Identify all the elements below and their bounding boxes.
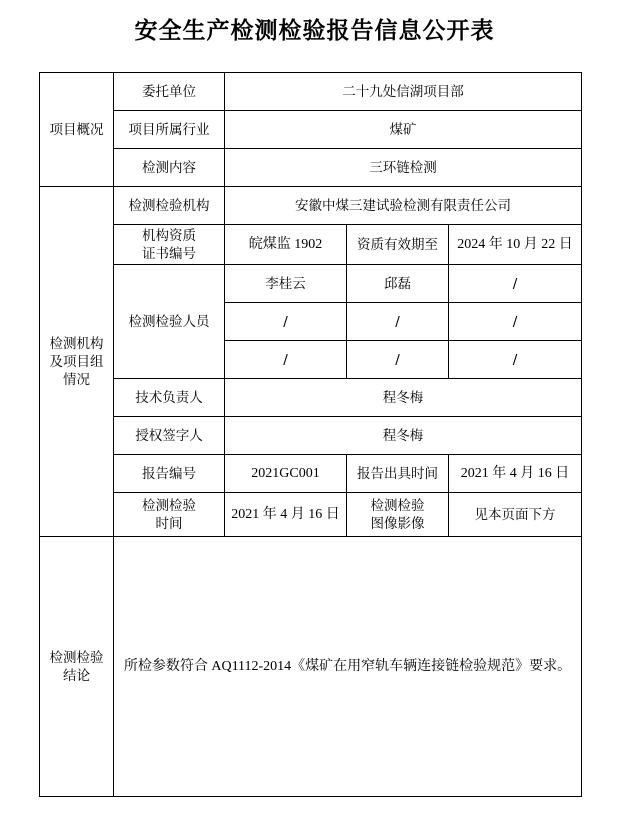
personnel-cell: 邱磊 xyxy=(347,265,449,303)
table-row xyxy=(40,493,582,537)
table-row xyxy=(40,417,582,455)
signer-value: 程冬梅 xyxy=(225,417,582,455)
personnel-cell: / xyxy=(449,265,582,303)
test-time-label xyxy=(114,493,225,537)
industry-label: 项目所属行业 xyxy=(114,111,225,149)
section-institution-line: 情况 xyxy=(63,371,90,388)
info-table xyxy=(39,72,582,797)
table-row xyxy=(40,73,582,111)
table-row xyxy=(40,225,582,265)
image-label-line: 检测检验 xyxy=(370,497,425,514)
issue-time-label: 报告出具时间 xyxy=(347,455,449,493)
personnel-cell: / xyxy=(347,303,449,341)
conclusion-text: 所检参数符合 AQ1112-2014《煤矿在用窄轨车辆连接链检验规范》要求。 xyxy=(114,537,582,797)
issue-time-value: 2021 年 4 月 16 日 xyxy=(449,455,582,493)
content-value: 三环链检测 xyxy=(225,149,582,187)
section-institution-label xyxy=(40,187,114,537)
table-row xyxy=(40,149,582,187)
tech-value: 程冬梅 xyxy=(225,379,582,417)
personnel-cell: 李桂云 xyxy=(225,265,347,303)
table-row xyxy=(40,537,582,797)
section-conclusion-line: 检测检验 xyxy=(49,649,104,666)
personnel-cell: / xyxy=(347,341,449,379)
test-time-label-line: 检测检验 xyxy=(142,497,196,514)
section-conclusion-label xyxy=(40,537,114,797)
cert-label xyxy=(114,225,225,265)
personnel-cell: / xyxy=(225,303,347,341)
org-label: 检测检验机构 xyxy=(114,187,225,225)
page-title: 安全生产检测检验报告信息公开表 xyxy=(134,18,495,44)
tech-label: 技术负责人 xyxy=(114,379,225,417)
table-row xyxy=(40,187,582,225)
personnel-cell: / xyxy=(225,341,347,379)
image-label-line: 图像影像 xyxy=(370,515,425,532)
test-time-value: 2021 年 4 月 16 日 xyxy=(225,493,347,537)
personnel-cell: / xyxy=(449,341,582,379)
report-no-value: 2021GC001 xyxy=(225,455,347,493)
section-conclusion-line: 结论 xyxy=(63,667,90,684)
section-institution-line: 及项目组 xyxy=(49,353,104,370)
org-value: 安徽中煤三建试验检测有限责任公司 xyxy=(225,187,582,225)
industry-value: 煤矿 xyxy=(225,111,582,149)
image-label xyxy=(347,493,449,537)
validity-label: 资质有效期至 xyxy=(347,225,449,265)
table-row xyxy=(40,455,582,493)
report-no-label: 报告编号 xyxy=(114,455,225,493)
cert-label-line: 机构资质 xyxy=(142,227,196,244)
client-label: 委托单位 xyxy=(114,73,225,111)
image-value: 见本页面下方 xyxy=(449,493,582,537)
validity-value: 2024 年 10 月 22 日 xyxy=(449,225,582,265)
test-time-label-line: 时间 xyxy=(155,515,183,532)
table-row xyxy=(40,111,582,149)
section-institution-line: 检测机构 xyxy=(49,335,104,352)
personnel-label: 检测检验人员 xyxy=(114,265,225,379)
table-row xyxy=(40,379,582,417)
client-value: 二十九处信湖项目部 xyxy=(225,73,582,111)
personnel-cell: / xyxy=(449,303,582,341)
content-label: 检测内容 xyxy=(114,149,225,187)
cert-value: 皖煤监 1902 xyxy=(225,225,347,265)
table-row xyxy=(40,265,582,303)
section-overview-label: 项目概况 xyxy=(40,73,114,187)
cert-label-line: 证书编号 xyxy=(142,245,196,262)
signer-label: 授权签字人 xyxy=(114,417,225,455)
